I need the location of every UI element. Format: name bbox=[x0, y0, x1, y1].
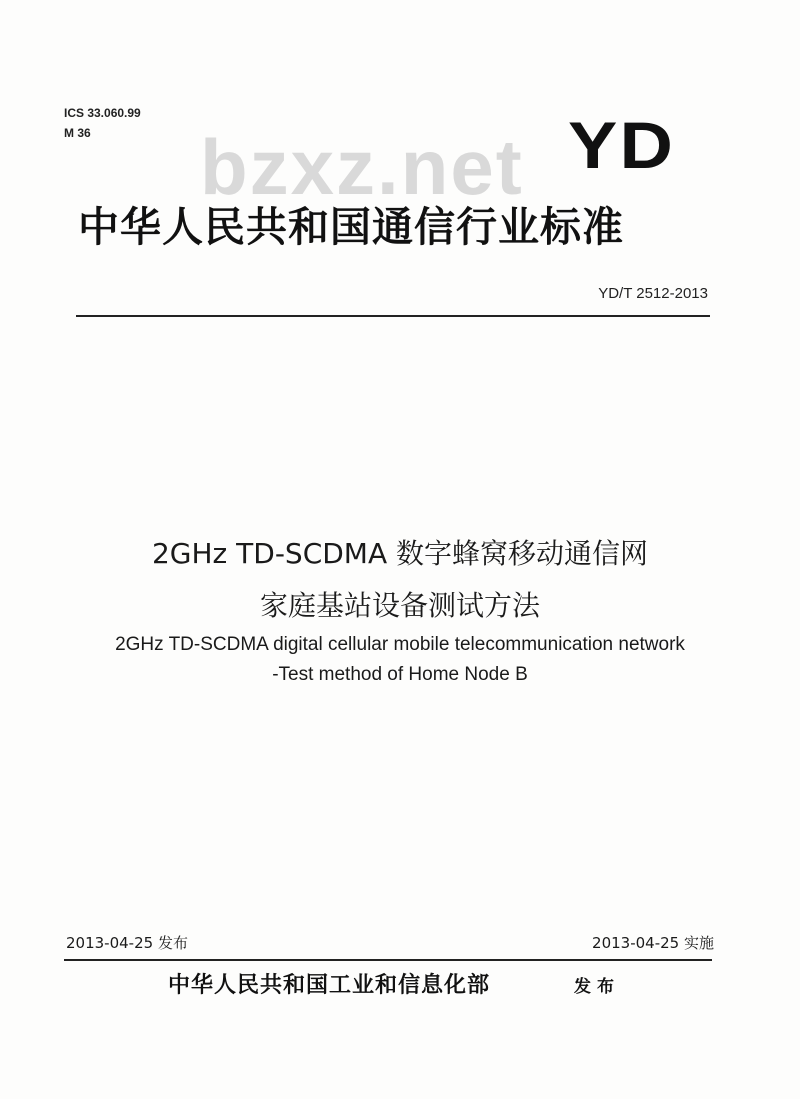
bottom-divider bbox=[64, 959, 712, 961]
standard-number: YD/T 2512-2013 bbox=[598, 285, 708, 302]
ics-code: ICS 33.060.99 bbox=[64, 106, 141, 120]
document-title-cn-line1: 2GHz TD-SCDMA 数字蜂窝移动通信网 bbox=[151, 537, 649, 570]
issue-date: 2013-04-25 发布 bbox=[66, 934, 188, 952]
document-title-en-line1: 2GHz TD-SCDMA digital cellular mobile telecommunication network bbox=[115, 634, 685, 655]
document-title-en-line2: -Test method of Home Node B bbox=[272, 664, 528, 685]
publish-label: 发布 bbox=[574, 977, 620, 997]
implementation-date: 2013-04-25 实施 bbox=[592, 934, 714, 952]
standard-category-title: 中华人民共和国通信行业标准 bbox=[78, 203, 624, 251]
publisher-name: 中华人民共和国工业和信息化部 bbox=[168, 973, 491, 998]
document-title-cn-line2: 家庭基站设备测试方法 bbox=[259, 589, 540, 622]
classification-code: M 36 bbox=[64, 126, 91, 140]
yd-logo: YD bbox=[568, 108, 676, 182]
watermark: bzxz.net bbox=[200, 123, 524, 211]
top-divider bbox=[76, 315, 710, 317]
